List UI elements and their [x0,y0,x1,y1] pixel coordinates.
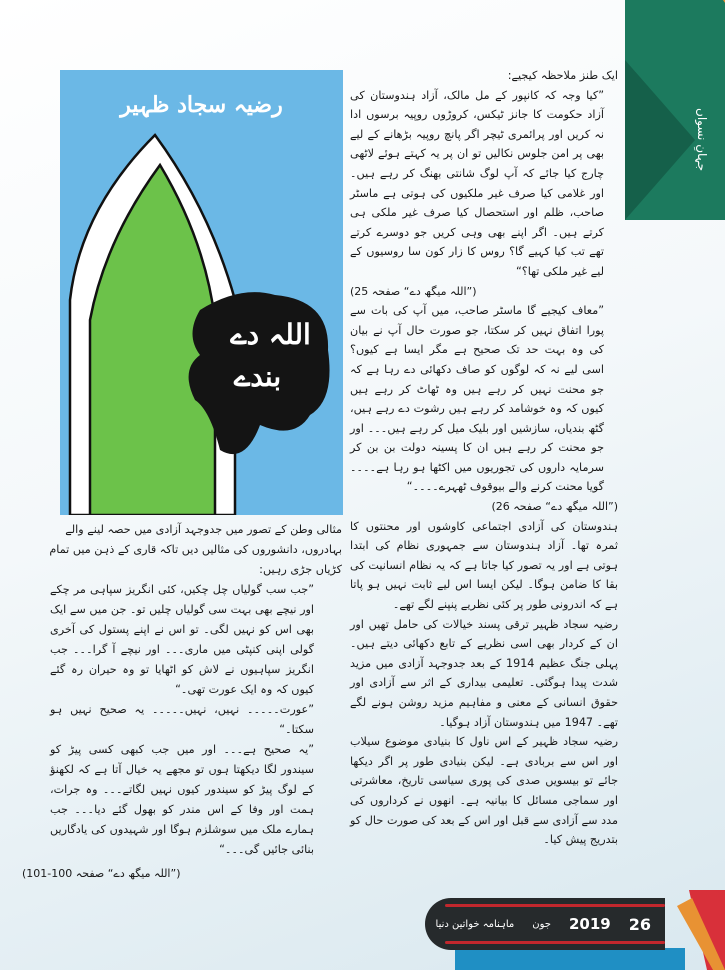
citation: (”اللہ میگھ دے“ صفحہ 26) [491,500,618,514]
cover-title-line1: اللہ دے [230,318,311,351]
body-paragraph: مثالی وطن کے تصور میں جدوجہد آزادی میں حصہ لینے والے بہادروں، دانشوروں کی مثالیں دیں تاکہ قاری کے ذہن میں تمام کڑیاں جڑی رہیں: [49,523,342,576]
footer-blue-band [455,948,685,970]
quote-block: ”یہ صحیح ہے۔۔۔ اور میں جب کبھی کسی پیڑ کو سیندور لگا دیکھتا ہوں تو مجھے یہ خیال آتا ہے کہ لکھنؤ کے لوگ پیڑ کو سیندور کیوں نہیں لگاتے۔۔۔ وہ جرات، ہمت اور وفا کے اس مندر کو بھول گئے دیا۔۔۔ جب ہمارے ملک میں سوشلزم ہوگا اور شہیدوں کی یادگاریں بنائی جائیں گی۔۔۔“ [50,743,314,856]
page-footer [425,898,665,950]
quote-block: ”کیا وجہ کہ کانپور کے مل مالک، آزاد ہندوستان کی آزاد حکومت کا جانز ٹیکس، کروڑوں روپیہ برسوں ادا نہ کریں اور پرائمری ٹیچر اگر پانچ روپیہ بڑھانے کے لیے بھی پر امن جلوس نکالیں تو ان پر یہ کہتے ہوئے لاٹھی چارج کیا جائے کہ آپ لوگ شانتی بھنگ کر رہے ہیں۔ اور غلامی کیا صرف غیر ملکیوں کی ہوتی ہے ماسٹر صاحب، ظلم اور استحصال کیا صرف غیر ملکی ہی کرتے ہیں۔ اگر اپنے بھی وہی کریں جو دوسرے کرتے تھے تب کیا کہیے گا؟ روس کا زار کون سا روسیوں کے لیے غیر ملکی تھا؟“ [350,88,604,278]
cover-title-line2: بندے [233,360,282,393]
page-number: 26 [628,914,651,934]
book-cover-image [60,70,343,515]
quote-block: ”جب سب گولیاں چل چکیں، کئی انگریز سپاہی مر چکے اور نیچے بھی بہت سی گولیاں چلیں تو۔ جن میں سے ایک بھی اس کو نہیں لگی۔ تو اس نے اپنے پستول کی آخری گولی اپنی کنپٹی میں ماری۔۔۔ اور نیچے آ گرا۔۔۔ جب انگریز سپاہیوں نے لاش کو اٹھایا تو وہ حیران رہ گئے کیوں کہ وہ ایک عورت تھی۔“ [50,583,314,696]
footer-corner-decoration [665,890,725,970]
quote-block: ”معاف کیجیے گا ماسٹر صاحب، میں آپ کی بات سے پورا اتفاق نہیں کر سکتا، جو صورت حال آپ نے بیان کی وہ بہت حد تک صحیح ہے مگر ایسا ہے کیوں؟ اسی لیے نہ کہ لوگوں کو صاف دکھائی دے رہا ہے کہ جو محنت نہیں کر رہے ہیں وہ ٹھاٹ کر رہے ہیں کیوں کہ وہ خوشامد کر رہے ہیں رشوت دے رہے ہیں، گٹھ بندیاں، سازشیں اور بلیک میل کر رہے ہیں۔۔۔ اور جو محنت کر رہے ہیں ان کا پسینہ دولت بن بن کر سرمایہ داروں کی تجوریوں میں اکٹھا ہو رہا ہے۔۔۔۔ گویا محنت کرنے والے بیوقوف ٹھہرے۔۔۔۔“ [350,304,604,494]
issue-year: 2019 [568,915,611,933]
right-column [350,66,618,850]
intro-text: ایک طنز ملاحظہ کیجیے: [507,69,618,82]
section-label: جہانِ نسواں [695,108,709,172]
issue-month: جون [532,918,551,930]
quote-block: ”عورت۔۔۔۔۔ نہیں، نہیں۔۔۔۔۔ یہ صحیح نہیں ہو سکتا۔“ [50,703,314,736]
magazine-name: ماہنامہ خواتین دنیا [435,918,515,930]
body-paragraph: رضیہ سجاد ظہیر ترقی پسند خیالات کی حامل تھیں اور ان کے کردار بھی اسی نظریے کے تابع دکھائی دیتے ہیں۔ پہلی جنگ عظیم 1914 کے بعد جدوجہد آزادی میں مزید شدت پیدا ہوگئی۔ تعلیمی بیداری کے اثر سے آزادی اور حقوق انسانی کے معنی و مفاہیم مزید روشن ہونے لگے تھے۔ 1947 میں ہندوستان آزاد ہوگیا۔ [350,617,618,729]
citation: (”اللہ میگھ دے“ صفحہ 100-101) [22,867,181,880]
body-paragraph: رضیہ سجاد ظہیر کے اس ناول کا بنیادی موضوع سیلاب اور اس سے بربادی ہے۔ لیکن بنیادی طور پر اگر دیکھا جائے تو بیسویں صدی کی پوری سیاسی تاریخ، معاشرتی اور سماجی مسائل کا بیانیہ ہے۔ انھوں نے کرداروں کی مدد سے آزادی سے قبل اور اس کے بعد کی صورت حال کو بتدریج پیش کیا۔ [350,735,618,847]
cover-arch-illustration [60,70,343,515]
citation: (”اللہ میگھ دے“ صفحہ 25) [350,284,477,298]
body-paragraph: ہندوستان کی آزادی اجتماعی کاوشوں اور محنتوں کا ثمرہ تھا۔ آزاد ہندوستان سے جمہوری نظام کی ابتدا ہوتی ہے اور یہ تصور کیا جاتا ہے کہ یہ نظام انسانیت کی بقا کا ضامن ہوگا۔ لیکن ایسا اس لیے ثابت نہیں ہو پاتا ہے کہ اندرونی طور پر کئی نظریے پنپنے لگے تھے۔ [350,519,618,612]
corner-decoration [625,0,725,220]
left-column [22,520,342,884]
cover-author: رضیہ سجاد ظہیر [120,92,283,118]
